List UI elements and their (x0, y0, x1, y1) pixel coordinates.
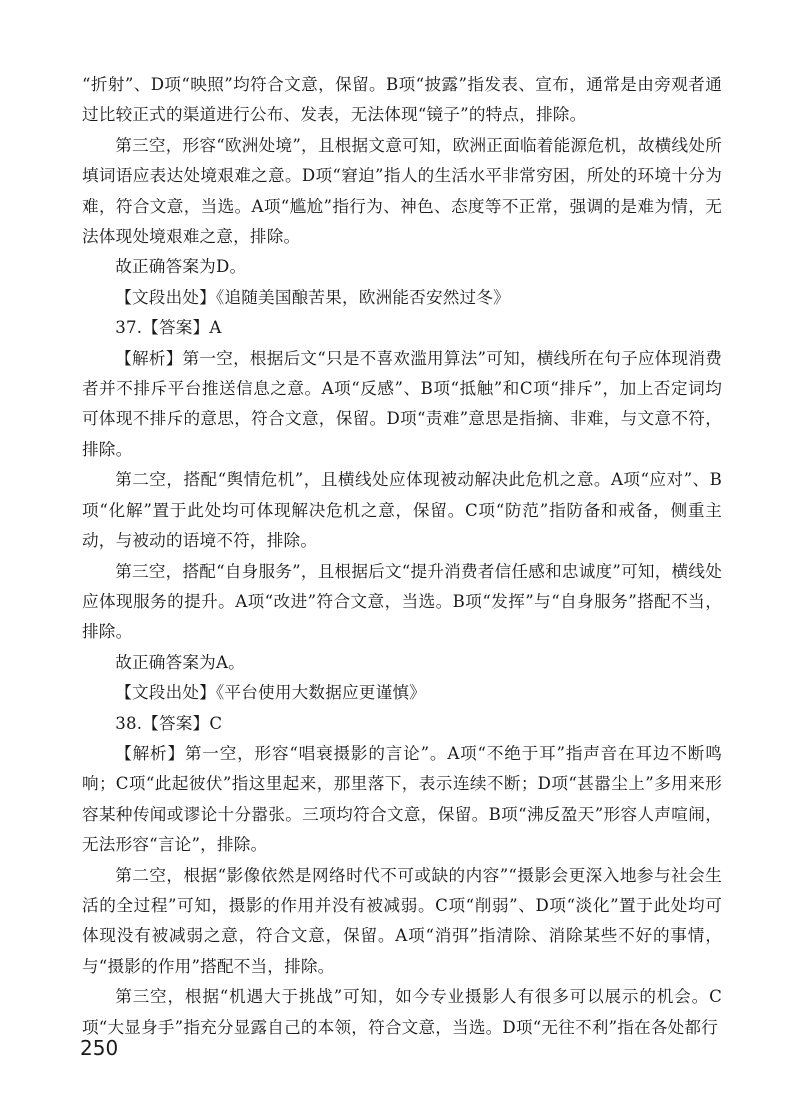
answer-heading-37: 37.【答案】A (115, 318, 222, 338)
page-number: 250 (80, 1036, 119, 1060)
paragraph-conclusion: 故正确答案为D。 (115, 257, 247, 277)
paragraph-analysis: 【解析】第一空，形容“唱衰摄影的言论”。A项“不绝于耳”指声音在耳边不断鸣响；C项“此起彼伏”指这里起来，那里落下，表示连续不断；D项“甚嚣尘上”多用来形容某种传闻或谬论十分嚣张。三项均符合文意，保留。B项“沸反盈天”形容人声喧闹，无法形容“言论”，排除。 (82, 743, 722, 855)
paragraph-continued: “折射”、D项“映照”均符合文意，保留。B项“披露”指发表、宣布，通常是由旁观者通过比较正式的渠道进行公布、发表，无法体现“镜子”的特点，排除。 (82, 75, 722, 125)
paragraph-analysis: 第三空，形容“欧洲处境”，且根据文意可知，欧洲正面临着能源危机，故横线处所填词语应表达处境艰难之意。D项“窘迫”指人的生活水平非常穷困，所处的环境十分为难，符合文意，当选。A项“尴尬”指行为、神色、态度等不正常，强调的是难为情，无法体现处境艰难之意，排除。 (82, 135, 722, 247)
paragraph-source: 【文段出处】《追随美国酿苦果，欧洲能否安然过冬》 (115, 287, 510, 307)
paragraph-conclusion: 故正确答案为A。 (115, 652, 245, 672)
paragraph-analysis: 第三空，搭配“自身服务”，且根据后文“提升消费者信任感和忠诚度”可知，横线处应体现服务的提升。A项“改进”符合文意，当选。B项“发挥”与“自身服务”搭配不当，排除。 (82, 561, 722, 642)
paragraph-source: 【文段出处】《平台使用大数据应更谨慎》 (115, 683, 426, 703)
answer-heading-38: 38.【答案】C (115, 713, 223, 733)
paragraph-analysis: 第二空，根据“影像依然是网络时代不可或缺的内容”“摄影会更深入地参与社会生活的全过程”可知，摄影的作用并没有被减弱。C项“削弱”、D项“淡化”置于此处均可体现没有被减弱之意，符合文意，保留。A项“消弭”指清除、消除某些不好的事情，与“摄影的作用”搭配不当，排除。 (82, 865, 722, 976)
paragraph-analysis: 【解析】第一空，根据后文“只是不喜欢滥用算法”可知，横线所在句子应体现消费者并不排斥平台推送信息之意。A项“反感”、B项“抵触”和C项“排斥”，加上否定词均可体现不排斥的意思，符合文意，保留。D项“责难”意思是指摘、非难，与文意不符，排除。 (82, 348, 722, 459)
page-body (82, 70, 722, 1043)
paragraph-analysis: 第三空，根据“机遇大于挑战”可知，如今专业摄影人有很多可以展示的机会。C项“大显身手”指充分显露自己的本领，符合文意，当选。D项“无往不利”指在各处都行 (82, 987, 722, 1037)
paragraph-analysis: 第二空，搭配“舆情危机”，且横线处应体现被动解决此危机之意。A项“应对”、B项“化解”置于此处均可体现解决危机之意，保留。C项“防范”指防备和戒备，侧重主动，与被动的语境不符，排除。 (82, 470, 722, 551)
